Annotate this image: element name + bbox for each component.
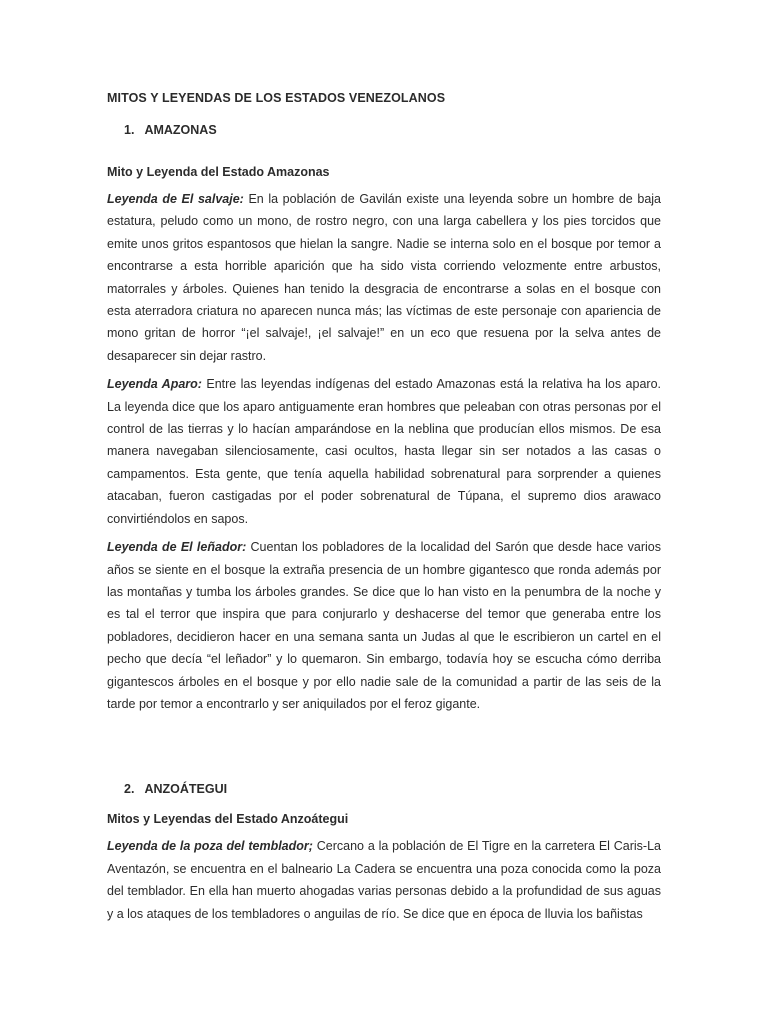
paragraph-poza-del-temblador [107, 835, 661, 925]
paragraph-el-lenador [107, 536, 661, 715]
paragraph-lead: Leyenda Aparo: [107, 377, 202, 392]
section-heading-anzoategui [107, 779, 661, 799]
paragraph-lead: Leyenda de El salvaje: [107, 192, 244, 206]
document-title: MITOS Y LEYENDAS DE LOS ESTADOS VENEZOLANOS [107, 91, 446, 105]
section-heading-amazonas [107, 120, 661, 140]
section-name: AMAZONAS [144, 123, 217, 137]
section-subtitle: Mito y Leyenda del Estado Amazonas [107, 165, 330, 179]
section-subtitle: Mitos y Leyendas del Estado Anzoátegui [107, 812, 349, 827]
paragraph-el-salvaje [107, 188, 661, 367]
paragraph-body: En la población de Gavilán existe una leyenda sobre un hombre de baja estatura, peludo como un mono, de rostro negro, con una larga cabellera y los pies torcidos que emite unos gritos espantosos que hielan la sangre. Nadie se interna solo en el bosque por temor a encontrarse a esta horrible aparición que ha sido vista corriendo velozmente entre arbustos, matorrales y árboles. Quienes han tenido la desgracia de encontrarse a solas en el bosque con esta aterradora criatura no aparecen nunca más; las víctimas de este personaje con apariencia de mono gritan de horror “¡el salvaje!, ¡el salvaje!” en un eco que resuena por la selva antes de desaparecer sin dejar rastro. [107, 192, 661, 363]
paragraph-body: Cercano a la población de El Tigre en la carretera El Caris-La Aventazón, se encuentra en el balneario La Cadera se encuentra una poza conocida como la poza del temblador. En ella han muerto ahogadas varias personas debido a la profundidad de sus aguas y a los ataques de los tembladores o anguilas de río. Se dice que en época de lluvia los bañistas [107, 839, 661, 921]
paragraph-lead: Leyenda de El leñador: [107, 540, 247, 555]
document-page [107, 88, 661, 925]
section-number: 2. [124, 782, 135, 797]
paragraph-body: Entre las leyendas indígenas del estado Amazonas está la relativa ha los aparo. La leyenda dice que los aparo antiguamente eran hombres que peleaban con otras personas por el control de las tierras y lo hacían amparándose en la neblina que producían ellos mismos. De esa manera navegaban silenciosamente, casi ocultos, hasta llegar sin ser notados a las casas o campamentos. Esta gente, que tenía aquella habilidad sobrenatural para sorprender a quienes atacaban, fueron castigadas por el poder sobrenatural de Túpana, el supremo dios arawaco convirtiéndolos en sapos. [107, 377, 661, 526]
paragraph-body: Cuentan los pobladores de la localidad del Sarón que desde hace varios años se siente en el bosque la extraña presencia de un hombre gigantesco que ronda además por las montañas y tumba los árboles grandes. Se dice que lo han visto en la penumbra de la noche y es tal el terror que inspira que para conjurarlo y deshacerse del temor que generaba entre los pobladores, decidieron hacer en una semana santa un Judas al que le escribieron un cartel en el pecho que decía “el leñador” y lo quemaron. Sin embargo, todavía hoy se escucha cómo derriba gigantescos árboles en el bosque y por ello nadie sale de la comunidad a partir de las seis de la tarde por temor a encontrarlo y ser aniquilados por el feroz gigante. [107, 540, 662, 711]
paragraph-lead: Leyenda de la poza del temblador; [107, 839, 313, 854]
paragraph-aparo [107, 373, 661, 530]
section-number: 1. [124, 123, 135, 137]
section-name: ANZOÁTEGUI [144, 782, 228, 797]
